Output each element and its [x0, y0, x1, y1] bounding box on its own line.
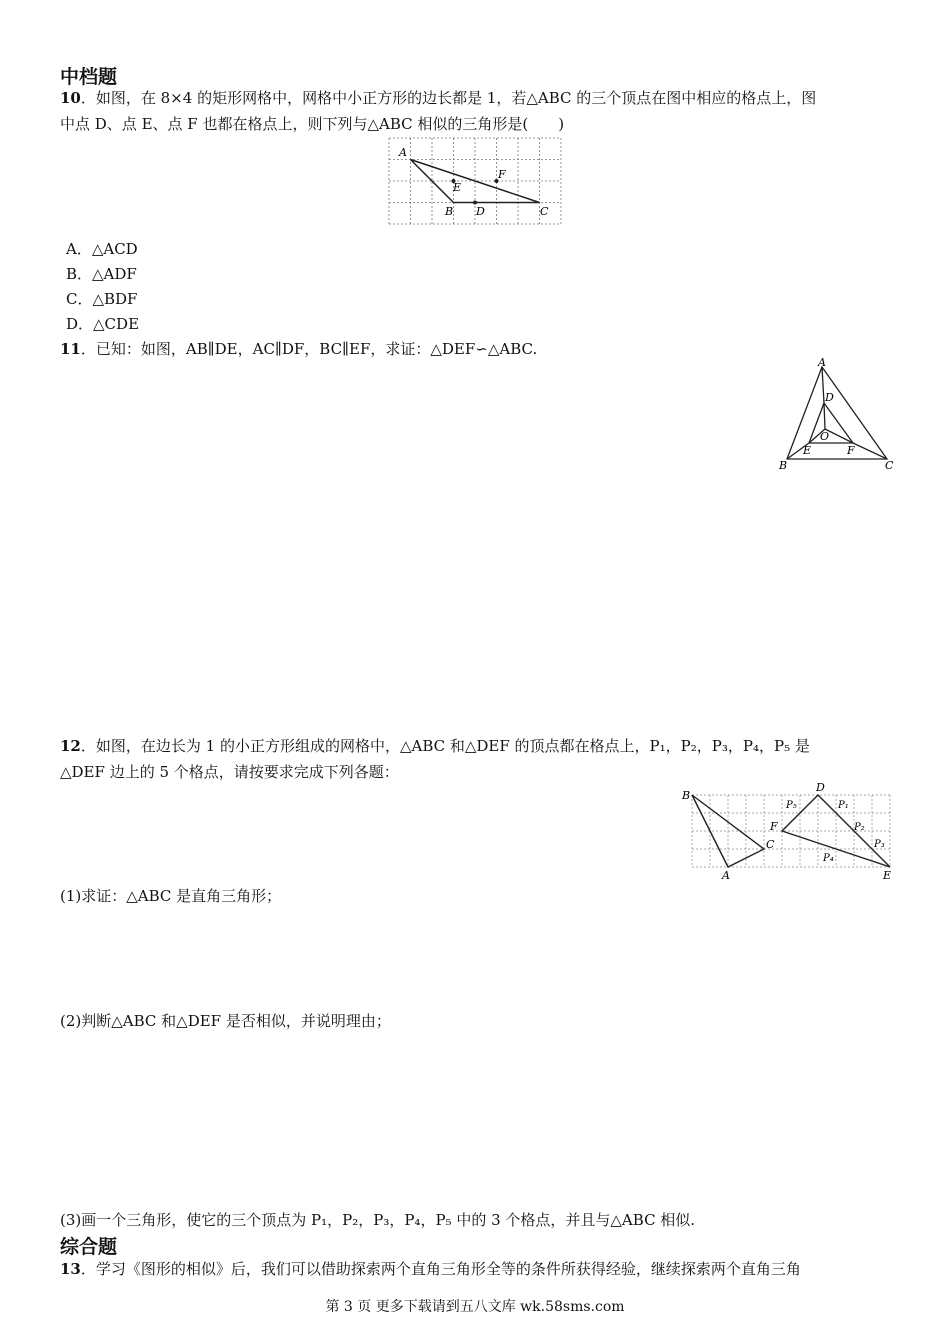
question-13-text: ．学习《图形的相似》后，我们可以借助探索两个直角三角形全等的条件所获得经验，继续探索两个直角三角	[80, 1260, 801, 1278]
option-c: C．△BDF	[66, 290, 138, 308]
question-11-number: 11	[60, 340, 81, 358]
label-d: D	[816, 781, 825, 794]
question-12-line1	[60, 735, 810, 757]
point-d	[473, 201, 477, 205]
label-c: C	[766, 838, 775, 851]
question-12-part1: (1)求证：△ABC 是直角三角形；	[60, 887, 282, 905]
section-title-middle: 中档题	[60, 66, 118, 88]
label-e: E	[803, 444, 812, 457]
label-b: B	[445, 205, 454, 218]
label-p5: P₅	[786, 800, 797, 811]
question-10-text1: ．如图，在 8×4 的矩形网格中，网格中小正方形的边长都是 1，若△ABC 的三个顶点在图中相应的格点上，图	[80, 89, 817, 107]
label-a: A	[722, 869, 730, 882]
label-d: D	[476, 205, 485, 218]
question-11-figure	[775, 355, 900, 475]
label-d: D	[825, 391, 834, 404]
question-11-text: ．已知：如图，AB∥DE，AC∥DF，BC∥EF，求证：△DEF∽△ABC.	[80, 340, 538, 358]
question-12-figure	[678, 780, 893, 882]
label-a: A	[399, 146, 407, 159]
question-12-number: 12	[60, 737, 81, 755]
label-e: E	[453, 181, 462, 194]
question-10-number: 10	[60, 89, 81, 107]
label-p3: P₃	[874, 839, 885, 850]
section-title-comprehensive: 综合题	[60, 1236, 118, 1258]
label-c: C	[540, 205, 549, 218]
label-e: E	[883, 869, 892, 882]
question-12-line2: △DEF 边上的 5 个格点，请按要求完成下列各题：	[60, 763, 399, 781]
label-b: B	[779, 459, 788, 472]
option-b: B．△ADF	[66, 265, 137, 283]
question-11	[60, 338, 537, 360]
question-13	[60, 1258, 801, 1280]
label-p1: P₁	[838, 800, 849, 811]
question-12-text1: ．如图，在边长为 1 的小正方形组成的网格中，△ABC 和△DEF 的顶点都在格点上，P₁，P₂，P₃，P₄，P₅ 是	[80, 737, 810, 755]
label-p2: P₂	[854, 822, 865, 833]
option-d: D．△CDE	[66, 315, 140, 333]
question-13-number: 13	[60, 1260, 81, 1278]
option-a: A．△ACD	[66, 240, 138, 258]
label-f: F	[498, 168, 506, 181]
question-10-figure	[385, 135, 565, 227]
label-a: A	[818, 356, 826, 369]
question-10-line1	[60, 87, 816, 109]
label-f: F	[770, 820, 778, 833]
question-12-part3: (3)画一个三角形，使它的三个顶点为 P₁，P₂，P₃，P₄，P₅ 中的 3 个格点，并且与△ABC 相似.	[60, 1211, 696, 1229]
label-c: C	[885, 459, 894, 472]
question-12-part2: (2)判断△ABC 和△DEF 是否相似，并说明理由；	[60, 1012, 391, 1030]
triangle-abc-outer	[787, 367, 887, 459]
page-footer: 第 3 页 更多下载请到五八文库 wk.58sms.com	[325, 1299, 625, 1315]
label-o: O	[820, 430, 830, 443]
label-p4: P₄	[823, 853, 834, 864]
label-f: F	[847, 444, 855, 457]
question-10-line2: 中点 D、点 E、点 F 也都在格点上，则下列与△ABC 相似的三角形是( )	[60, 115, 565, 133]
label-b: B	[682, 789, 691, 802]
